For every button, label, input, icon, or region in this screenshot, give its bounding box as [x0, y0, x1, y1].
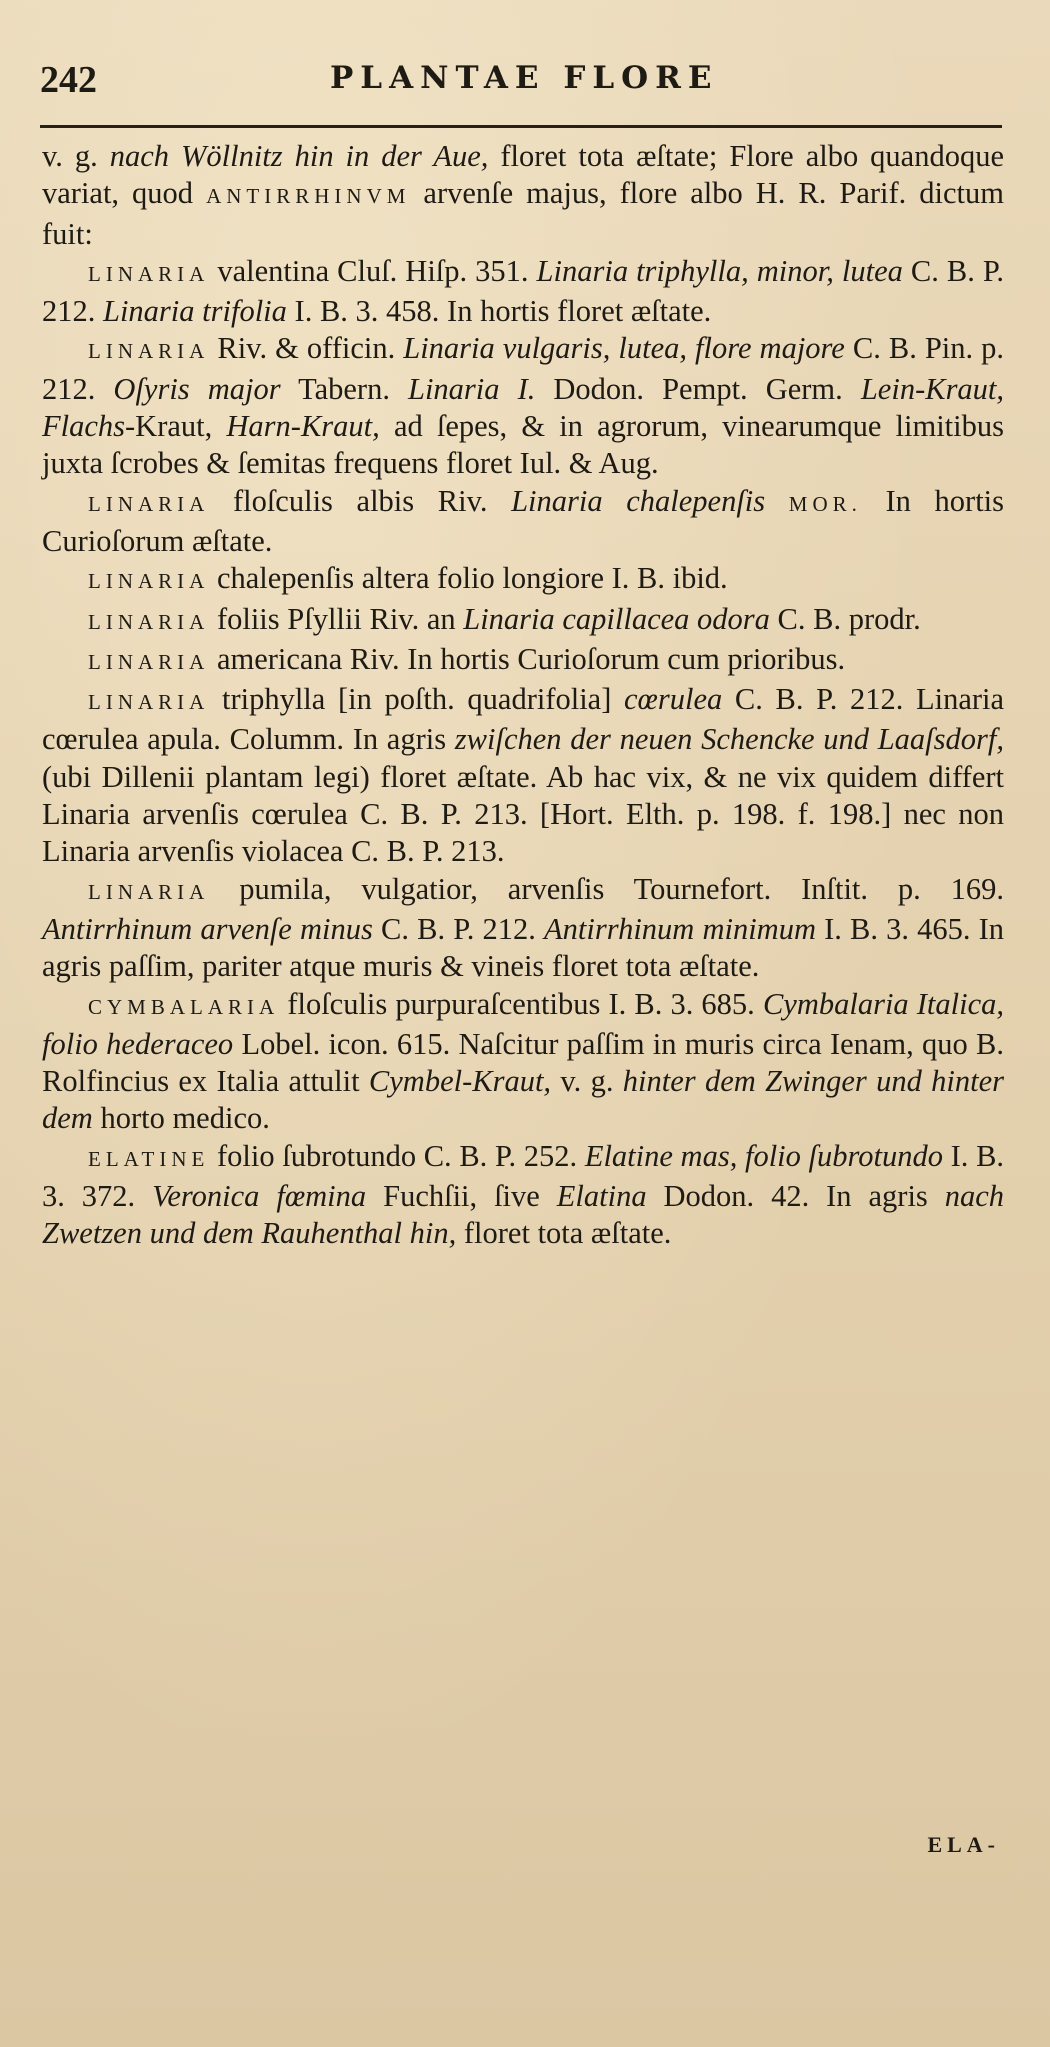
- genus-name: LINARIA: [88, 339, 210, 364]
- genus-name: ELATINE: [88, 1146, 210, 1171]
- entry-linaria-valentina: LINARIA valentina Cluſ. Hiſp. 351. Linaria triphylla, minor, lutea C. B. P. 212. Linaria trifolia I. B. 3. 458. In hortis floret æſtate.: [42, 253, 1005, 329]
- genus-name: LINARIA: [88, 609, 210, 634]
- genus-name: LINARIA: [88, 879, 210, 904]
- author-abbrev: MOR.: [788, 491, 862, 516]
- running-head: PLANTAE FLORE: [330, 60, 719, 96]
- catchword: ELA-: [927, 1832, 1000, 1857]
- header-rule: [40, 125, 1002, 128]
- page-number: 242: [40, 59, 97, 101]
- entry-linaria-psyllii: LINARIA foliis Pſyllii Riv. an Linaria capillacea odora C. B. prodr.: [88, 601, 921, 636]
- genus-name: LINARIA: [88, 491, 210, 516]
- entry-linaria-pumila: LINARIA pumila, vulgatior, arvenſis Tournefort. Inſtit. p. 169. Antirrhinum arvenſe minus C. B. P. 212. Antirrhinum minimum I. B. 3. 465. In agris paſſim, pariter atque muris & vineis floret tota æſtate.: [42, 871, 1005, 984]
- genus-name: LINARIA: [88, 261, 210, 286]
- genus-name: LINARIA: [88, 649, 210, 674]
- entry-linaria-triphylla: LINARIA triphylla [in poſth. quadrifolia] cœrulea C. B. P. 212. Linaria cœrulea apula. Columm. In agris zwiſchen der neuen Schencke und Laaſsdorf, (ubi Dillenii plantam legi) floret æſtate. Ab hac vix, & ne vix quidem differt Linaria arvenſis cœrulea C. B. P. 213. [Hort. Elth. p. 198. f. 198.] nec non Linaria arvenſis violacea C. B. P. 213.: [42, 682, 1005, 869]
- genus-name: LINARIA: [88, 690, 210, 715]
- small-caps-name: ANTIRRHINVM: [206, 184, 411, 209]
- entry-linaria-americana: LINARIA americana Riv. In hortis Curioſorum cum prioribus.: [88, 641, 846, 676]
- entry-linaria-chalepensis: LINARIA chalepenſis altera folio longiore I. B. ibid.: [88, 561, 728, 596]
- genus-name: CYMBALARIA: [88, 994, 280, 1019]
- entry-linaria-vulgaris: LINARIA Riv. & officin. Linaria vulgaris, lutea, flore majore C. B. Pin. p. 212. Oſyris major Tabern. Linaria I. Dodon. Pempt. Germ. Lein-Kraut, Flachs-Kraut, Harn-Kraut, ad ſepes, & in agrorum, vinearumque limitibus juxta ſcrobes & ſemitas frequens floret Iul. & Aug.: [42, 331, 1005, 481]
- page-header: [40, 58, 1010, 114]
- entry-cymbalaria: CYMBALARIA floſculis purpuraſcentibus I. B. 3. 685. Cymbalaria Italica, folio hederaceo Lobel. icon. 615. Naſcitur paſſim in muris circa Ienam, quo B. Rolfincius ex Italia attulit Cymbel-Kraut, v. g. hinter dem Zwinger und hinter dem horto medico.: [42, 986, 1005, 1136]
- entry-linaria-flosculis-albis: LINARIA floſculis albis Riv. Linaria chalepenſis MOR. In hortis Curioſorum æſtate.: [42, 483, 1005, 558]
- body-text: [42, 138, 1004, 1253]
- genus-name: LINARIA: [88, 569, 210, 594]
- entry-elatine: ELATINE folio ſubrotundo C. B. P. 252. Elatine mas, folio ſubrotundo I. B. 3. 372. Veronica fœmina Fuchſii, ſive Elatina Dodon. 42. In agris nach Zwetzen und dem Rauhenthal hin, floret tota æſtate.: [42, 1138, 1005, 1251]
- paragraph-wollnitz: v. g. nach Wöllnitz hin in der Aue, floret tota æſtate; Flore albo quandoque variat, quod ANTIRRHINVM arvenſe majus, flore albo H. R. Parif. dictum fuit:: [42, 139, 1005, 251]
